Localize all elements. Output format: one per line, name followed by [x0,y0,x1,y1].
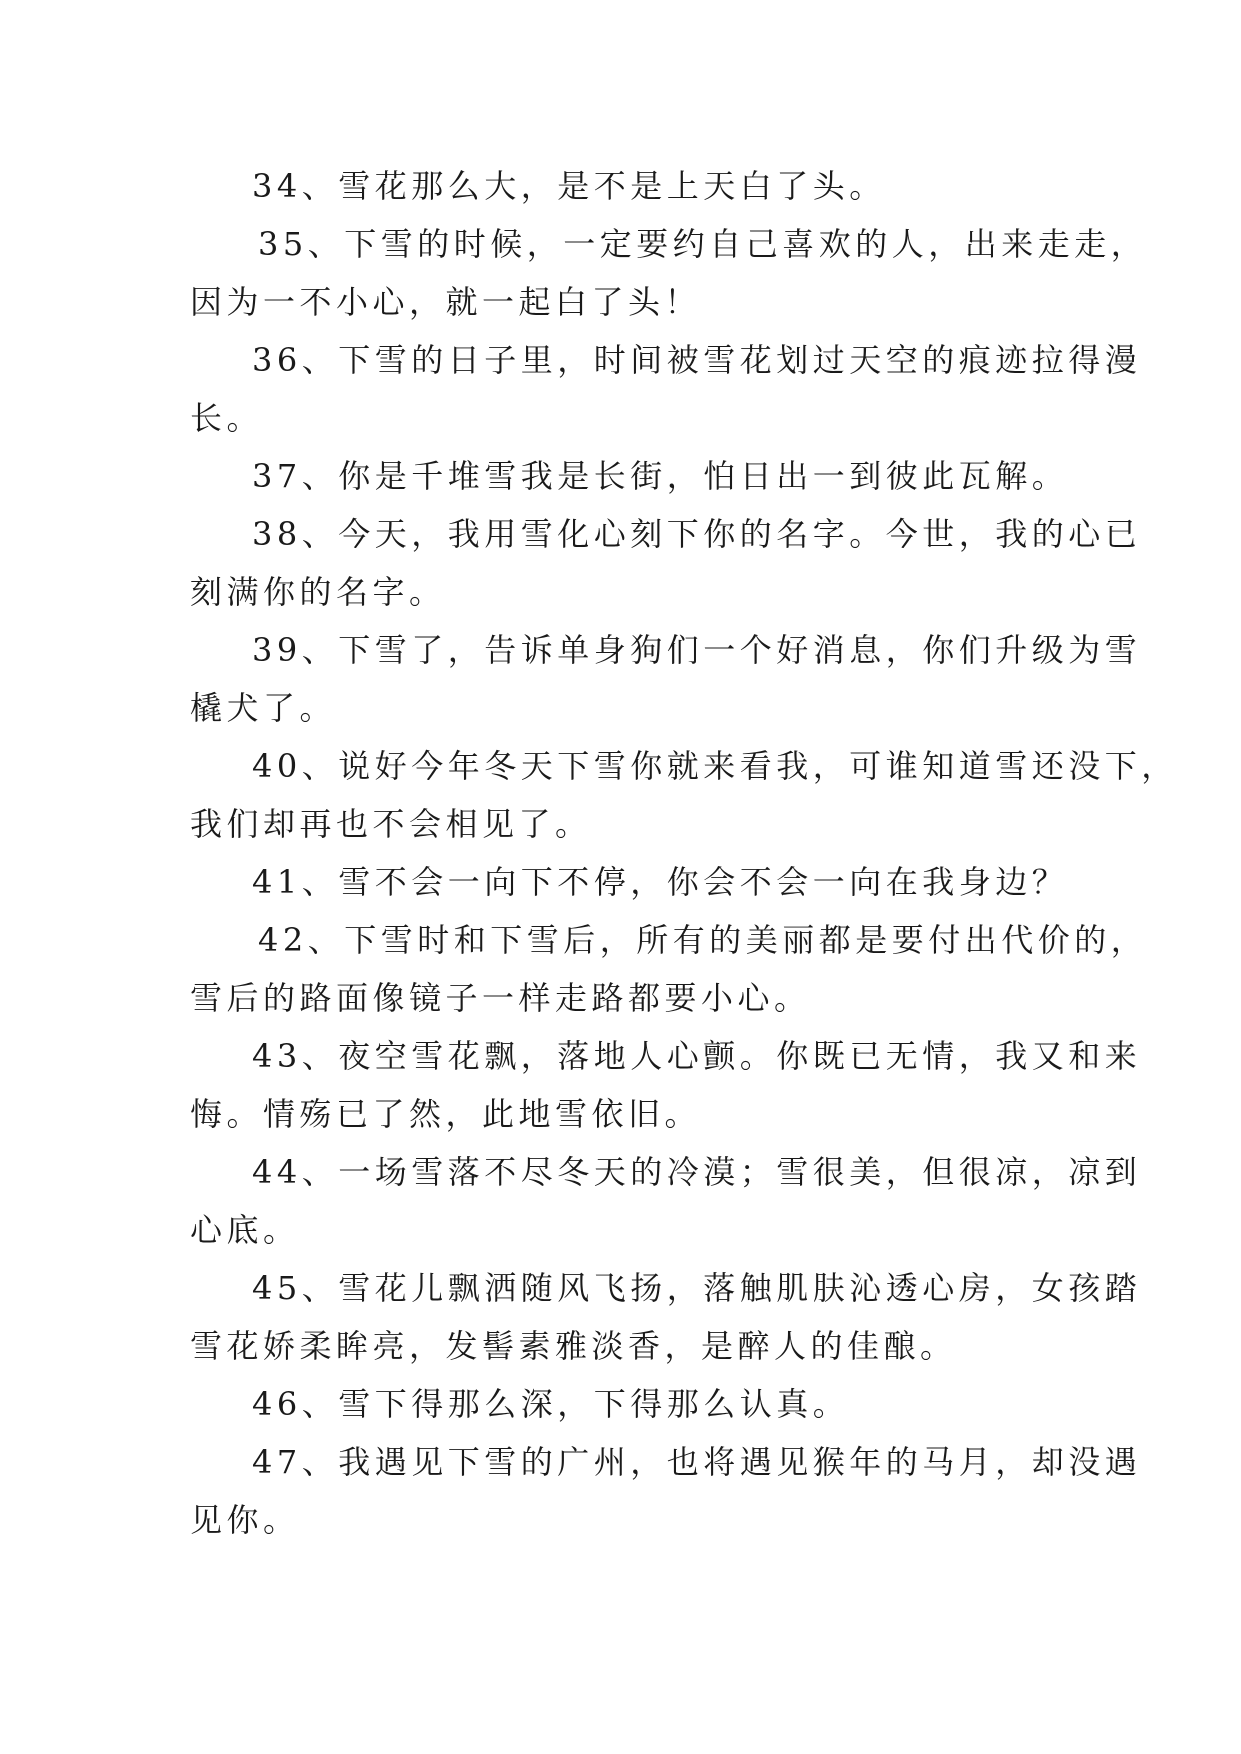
text-line: 42、下雪时和下雪后，所有的美丽都是要付出代价的， [258,921,1148,959]
text-line: 43、夜空雪花飘，落地人心颤。你既已无情，我又和来 [252,1037,1142,1075]
text-line: 悔。情殇已了然，此地雪依旧。 [190,1095,702,1133]
text-line: 34、雪花那么大，是不是上天白了头。 [252,167,886,205]
text-line: 36、下雪的日子里，时间被雪花划过天空的痕迹拉得漫 [252,341,1142,379]
text-line: 见你。 [190,1501,300,1539]
text-line: 44、一场雪落不尽冬天的冷漠；雪很美，但很凉，凉到 [252,1153,1142,1191]
text-line: 我们却再也不会相见了。 [190,805,592,843]
text-line: 因为一不小心，就一起白了头！ [190,283,702,321]
text-line: 47、我遇见下雪的广州，也将遇见猴年的马月，却没遇 [252,1443,1142,1481]
text-line: 雪后的路面像镜子一样走路都要小心。 [190,979,811,1017]
text-line: 橇犬了。 [190,689,337,727]
text-line: 心底。 [190,1211,300,1249]
text-line: 46、雪下得那么深，下得那么认真。 [252,1385,850,1423]
text-line: 40、说好今年冬天下雪你就来看我，可谁知道雪还没下， [252,747,1178,785]
text-line: 刻满你的名字。 [190,573,446,611]
text-line: 长。 [190,399,264,437]
text-line: 38、今天，我用雪化心刻下你的名字。今世，我的心已 [252,515,1142,553]
text-line: 37、你是千堆雪我是长街，怕日出一到彼此瓦解。 [252,457,1069,495]
text-line: 39、下雪了，告诉单身狗们一个好消息，你们升级为雪 [252,631,1142,669]
text-line: 35、下雪的时候，一定要约自己喜欢的人，出来走走， [258,225,1148,263]
text-line: 雪花娇柔眸亮，发髻素雅淡香，是醉人的佳酿。 [190,1327,957,1365]
text-line: 41、雪不会一向下不停，你会不会一向在我身边？ [252,863,1069,901]
text-line: 45、雪花儿飘洒随风飞扬，落触肌肤沁透心房，女孩踏 [252,1269,1142,1307]
